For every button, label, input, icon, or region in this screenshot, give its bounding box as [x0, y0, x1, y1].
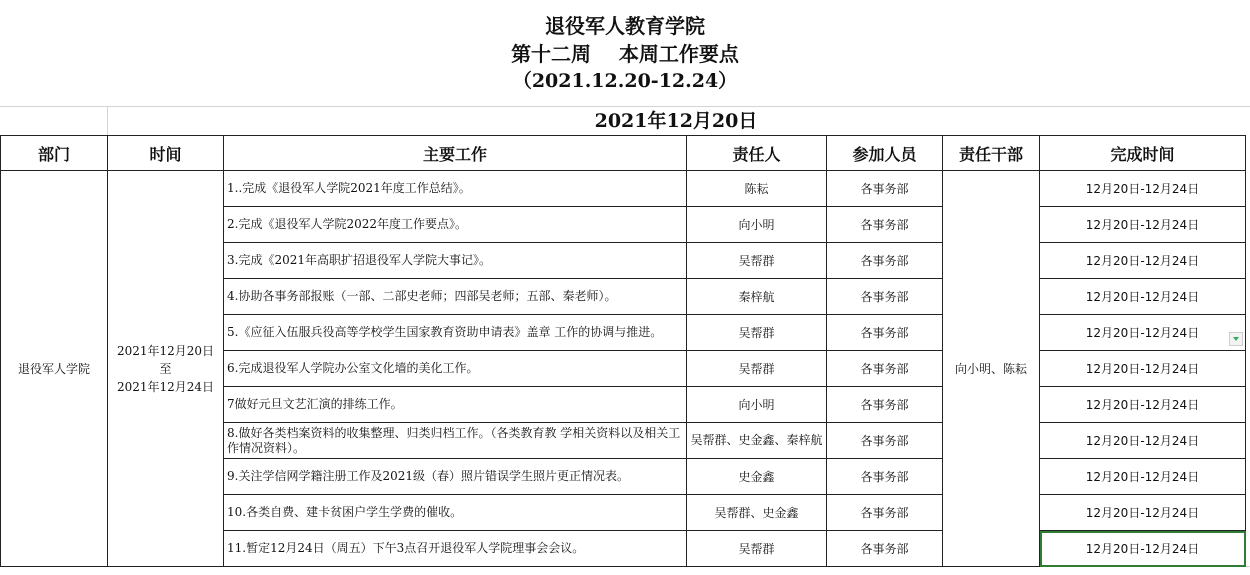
col-header-participants[interactable]: 参加人员: [827, 136, 943, 171]
participants-cell[interactable]: 各事务部: [827, 423, 943, 459]
due-cell[interactable]: 12月20日-12月24日: [1040, 459, 1246, 495]
work-plan-table: [0, 135, 1246, 567]
participants-cell[interactable]: 各事务部: [827, 459, 943, 495]
task-cell[interactable]: 5.《应征入伍服兵役高等学校学生国家教育资助申请表》盖章 工作的协调与推进。: [224, 315, 687, 351]
title-line-1: 退役军人教育学院: [545, 14, 705, 38]
task-cell[interactable]: 9.关注学信网学籍注册工作及2021级（春）照片错误学生照片更正情况表。: [224, 459, 687, 495]
due-cell[interactable]: 12月20日-12月24日: [1040, 387, 1246, 423]
due-cell[interactable]: 12月20日-12月24日: [1040, 279, 1246, 315]
participants-cell[interactable]: 各事务部: [827, 531, 943, 567]
due-cell[interactable]: 12月20日-12月24日: [1040, 315, 1246, 351]
title-line-3: （2021.12.20-12.24）: [512, 70, 738, 92]
dropdown-arrow-icon[interactable]: [1229, 332, 1243, 346]
owner-cell[interactable]: 吴帮群、史金鑫、秦梓航: [687, 423, 827, 459]
owner-cell[interactable]: 吴帮群: [687, 351, 827, 387]
dept-cell[interactable]: 退役军人学院: [1, 171, 108, 567]
task-cell[interactable]: 4.协助各事务部报账（一部、二部史老师；四部吴老师；五部、秦老师）。: [224, 279, 687, 315]
gridline: [0, 106, 1250, 107]
participants-cell[interactable]: 各事务部: [827, 495, 943, 531]
period-sep: 至: [159, 361, 172, 376]
due-cell[interactable]: 12月20日-12月24日: [1040, 243, 1246, 279]
cadre-cell[interactable]: 向小明、陈耘: [943, 171, 1040, 567]
owner-cell[interactable]: 吴帮群: [687, 315, 827, 351]
title-line-2: 第十二周 本周工作要点: [511, 42, 739, 66]
owner-cell[interactable]: 吴帮群、史金鑫: [687, 495, 827, 531]
col-header-cadre[interactable]: 责任干部: [943, 136, 1040, 171]
task-cell[interactable]: 7做好元旦文艺汇演的排练工作。: [224, 387, 687, 423]
col-header-main-work[interactable]: 主要工作: [224, 136, 687, 171]
owner-cell[interactable]: 史金鑫: [687, 459, 827, 495]
due-cell[interactable]: 12月20日-12月24日: [1040, 495, 1246, 531]
participants-cell[interactable]: 各事务部: [827, 171, 943, 207]
task-cell[interactable]: 3.完成《2021年高职扩招退役军人学院大事记》。: [224, 243, 687, 279]
owner-cell[interactable]: 秦梓航: [687, 279, 827, 315]
owner-cell[interactable]: 吴帮群: [687, 531, 827, 567]
col-header-dept[interactable]: 部门: [1, 136, 108, 171]
header-row: [1, 136, 1246, 171]
participants-cell[interactable]: 各事务部: [827, 207, 943, 243]
period-cell[interactable]: [108, 171, 224, 567]
date-header[interactable]: 2021年12月20日: [594, 110, 758, 132]
col-header-time[interactable]: 时间: [108, 136, 224, 171]
col-header-due[interactable]: 完成时间: [1040, 136, 1246, 171]
title-block: [0, 0, 1250, 105]
period-end: 2021年12月24日: [116, 379, 215, 394]
participants-cell[interactable]: 各事务部: [827, 279, 943, 315]
owner-cell[interactable]: 向小明: [687, 207, 827, 243]
due-cell[interactable]: 12月20日-12月24日: [1040, 171, 1246, 207]
period-start: 2021年12月20日: [116, 343, 215, 358]
due-cell[interactable]: 12月20日-12月24日: [1040, 351, 1246, 387]
owner-cell[interactable]: 陈耘: [687, 171, 827, 207]
due-cell[interactable]: 12月20日-12月24日: [1040, 207, 1246, 243]
participants-cell[interactable]: 各事务部: [827, 315, 943, 351]
task-cell[interactable]: 1..完成《退役军人学院2021年度工作总结》。: [224, 171, 687, 207]
task-cell[interactable]: 2.完成《退役军人学院2022年度工作要点》。: [224, 207, 687, 243]
task-cell[interactable]: 6.完成退役军人学院办公室文化墙的美化工作。: [224, 351, 687, 387]
owner-cell[interactable]: 吴帮群: [687, 243, 827, 279]
task-cell[interactable]: 11.暂定12月24日（周五）下午3点召开退役军人学院理事会会议。: [224, 531, 687, 567]
due-cell-selected[interactable]: 12月20日-12月24日: [1040, 531, 1246, 567]
task-cell[interactable]: 8.做好各类档案资料的收集整理、归类归档工作。（各类教育教 学相关资料以及相关工作情况资料）。: [224, 423, 687, 459]
participants-cell[interactable]: 各事务部: [827, 243, 943, 279]
owner-cell[interactable]: 向小明: [687, 387, 827, 423]
participants-cell[interactable]: 各事务部: [827, 387, 943, 423]
due-cell[interactable]: 12月20日-12月24日: [1040, 423, 1246, 459]
col-header-owner[interactable]: 责任人: [687, 136, 827, 171]
participants-cell[interactable]: 各事务部: [827, 351, 943, 387]
task-cell[interactable]: 10.各类自费、建卡贫困户学生学费的催收。: [224, 495, 687, 531]
table-row: [1, 171, 1246, 207]
